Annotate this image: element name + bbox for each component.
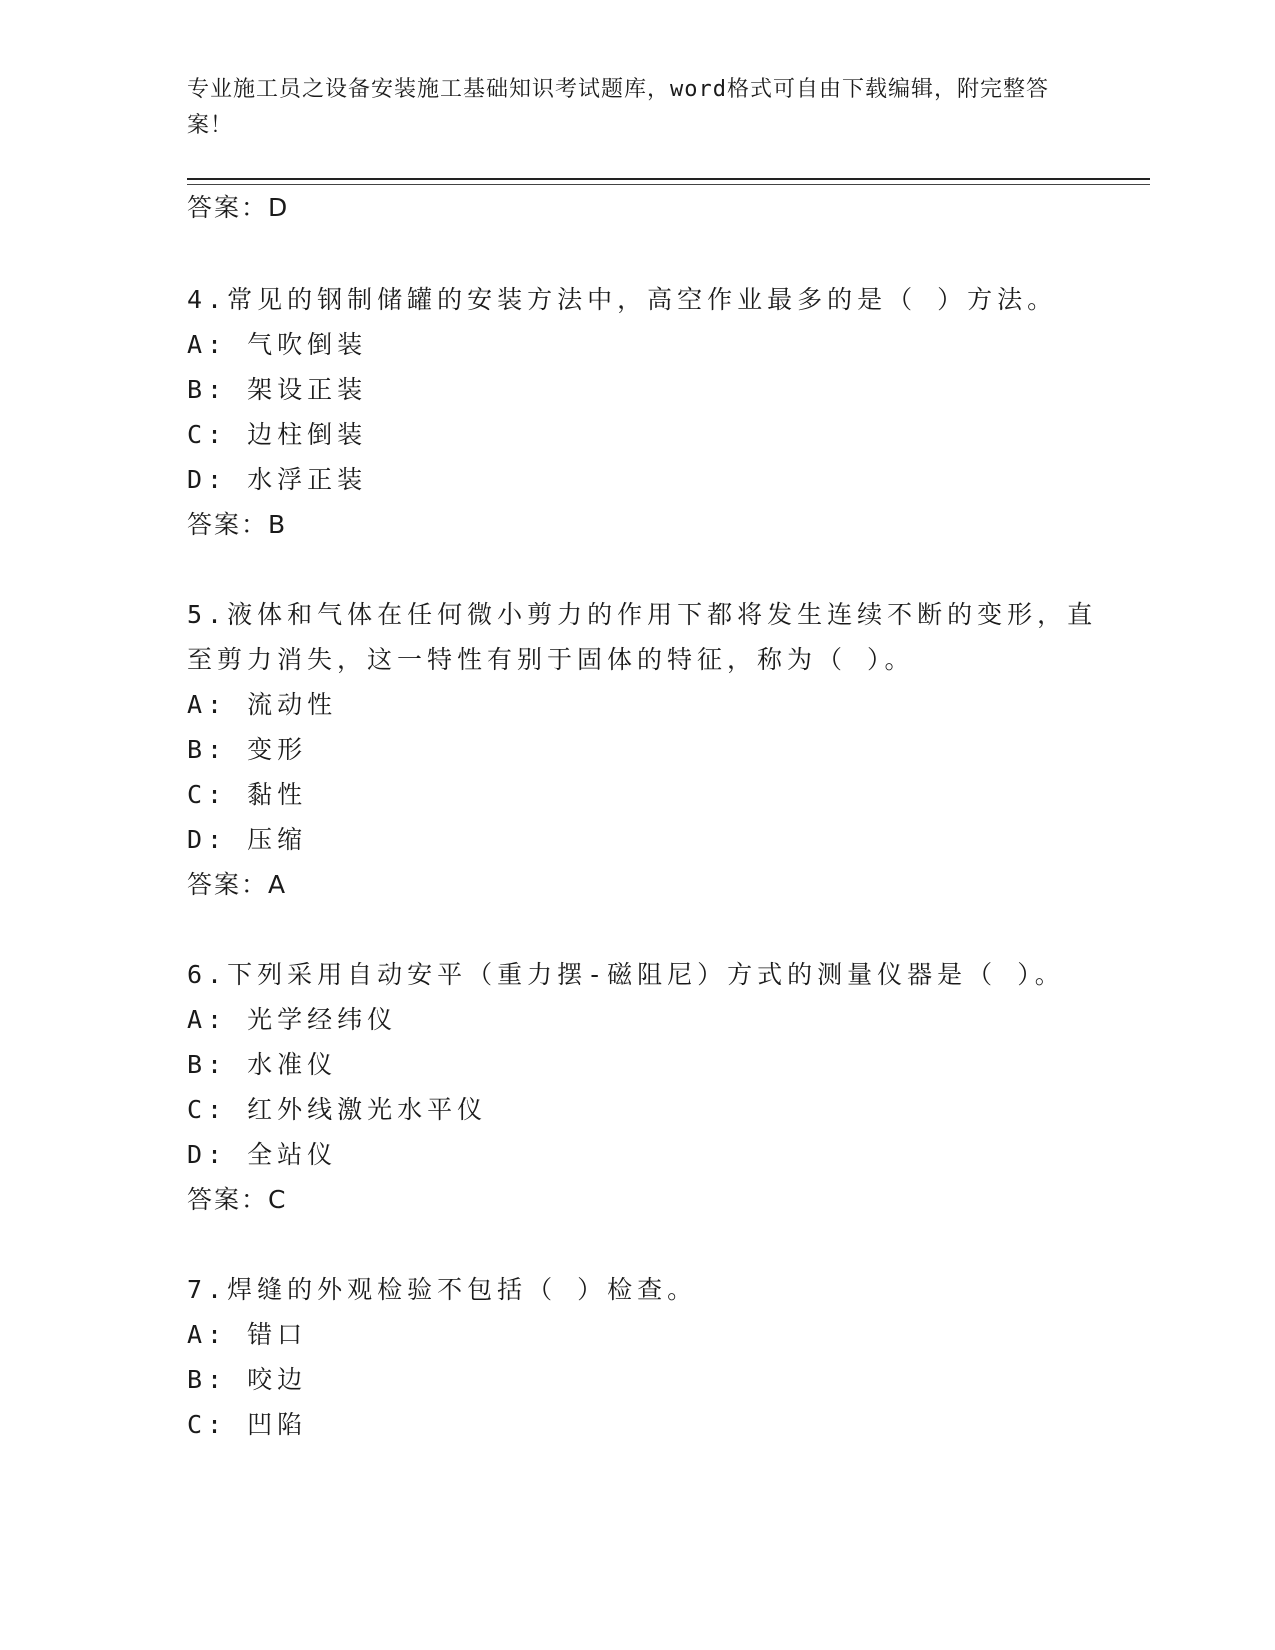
option-d: D: 压缩	[187, 825, 308, 854]
option-d: D: 水浮正装	[187, 465, 368, 494]
option-a: A: 气吹倒装	[187, 330, 368, 359]
option-b: B: 水准仪	[187, 1050, 338, 1079]
option-c: C: 边柱倒装	[187, 420, 368, 449]
option-a: A: 流动性	[187, 690, 338, 719]
question-stem-continued: 至剪力消失，这一特性有别于固体的特征，称为（ ）。	[187, 645, 915, 674]
answer-line: 答案：B	[187, 510, 288, 539]
option-a: A: 光学经纬仪	[187, 1005, 398, 1034]
answer-line: 答案：A	[187, 870, 288, 899]
header-divider-thin	[187, 184, 1150, 185]
header-divider-thick	[187, 178, 1150, 180]
option-d: D: 全站仪	[187, 1140, 338, 1169]
answer-line: 答案：D	[187, 193, 290, 222]
option-b: B: 咬边	[187, 1365, 308, 1394]
option-c: C: 红外线激光水平仪	[187, 1095, 488, 1124]
option-c: C: 黏性	[187, 780, 308, 809]
option-a: A: 错口	[187, 1320, 308, 1349]
question-stem: 4.常见的钢制储罐的安装方法中，高空作业最多的是（ ）方法。	[187, 285, 1058, 314]
answer-line: 答案：C	[187, 1185, 288, 1214]
question-stem: 5.液体和气体在任何微小剪力的作用下都将发生连续不断的变形，直	[187, 600, 1098, 629]
question-stem: 7.焊缝的外观检验不包括（ ）检查。	[187, 1275, 698, 1304]
question-stem: 6.下列采用自动安平（重力摆-磁阻尼）方式的测量仪器是（ ）。	[187, 960, 1065, 989]
option-b: B: 架设正装	[187, 375, 368, 404]
document-header: 专业施工员之设备安装施工基础知识考试题库，word格式可自由下载编辑，附完整答案！	[187, 77, 1049, 138]
option-b: B: 变形	[187, 735, 308, 764]
option-c: C: 凹陷	[187, 1410, 308, 1439]
